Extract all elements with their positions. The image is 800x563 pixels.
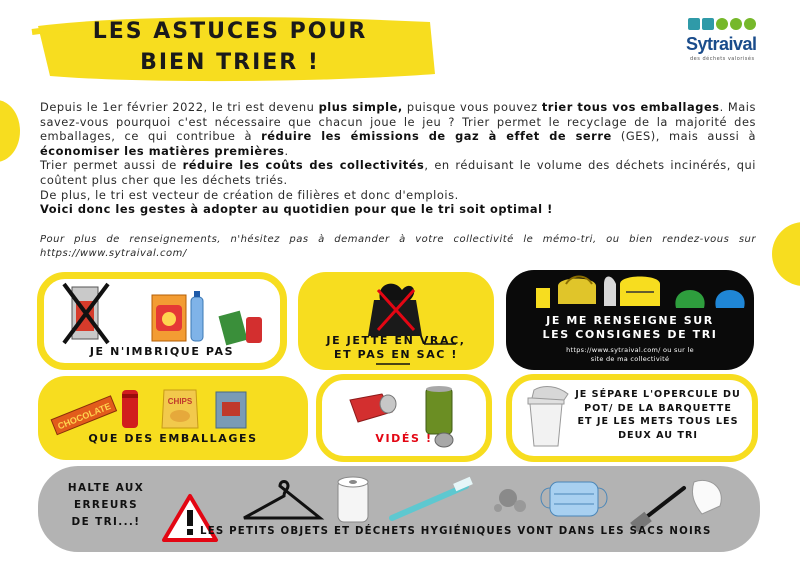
title-line-2: BIEN TRIER !	[140, 50, 320, 75]
tip-loose-card	[298, 272, 494, 370]
more-info-text: Pour plus de renseignements, n'hésitez pas à demander à votre collectivité le mémo-tri, ou bien rendez-vous sur https://www.sytraival.com/	[40, 234, 756, 259]
tip-lid-line-2: POT/ DE LA BARQUETTE	[584, 402, 732, 414]
logo-tagline: des déchets valorisés	[690, 56, 755, 62]
tissue-icon	[692, 480, 721, 514]
tip-packaging-card	[38, 376, 308, 460]
tip-errors-line-3: DE TRI...!	[71, 516, 141, 528]
tip-info-line-1: JE ME RENSEIGNE SUR	[546, 314, 714, 327]
tip-info-small-line-1: https://www.sytraival.com/ ou sur le	[566, 346, 694, 354]
tip-loose-line-2: ET PAS EN SAC !	[333, 348, 459, 361]
intro-bold-segment: réduire les coûts des collectivités	[182, 158, 425, 173]
small-objects-icons	[154, 466, 754, 552]
logo-square-4	[730, 18, 742, 30]
intro-paragraph-1	[40, 100, 756, 158]
intro-text-segment: puisque vous pouvez	[402, 100, 542, 114]
logo-square-2	[702, 18, 714, 30]
intro-bold-segment: réduire les émissions de gaz à effet de serre	[261, 129, 612, 144]
tip-loose-label	[298, 334, 494, 362]
logo-square-5	[744, 18, 756, 30]
sytraival-logo	[686, 18, 766, 68]
intro-text-segment: Trier permet aussi de	[40, 158, 183, 173]
tip-info-small-line-2: site de ma collectivité	[590, 355, 670, 363]
tip-info-label	[506, 314, 754, 342]
packaging-items-icon	[38, 376, 308, 436]
intro-text-segment: Depuis le 1er février 2022, le tri est devenu	[40, 100, 319, 114]
sorting-bins-icon	[506, 274, 754, 318]
intro-bold-segment: économiser les matières premières	[40, 143, 285, 158]
intro-text-segment: .	[284, 143, 289, 158]
dust-icon	[494, 489, 526, 512]
intro-bold-segment: trier tous vos emballages	[541, 100, 720, 114]
tip-empty-card	[316, 374, 492, 462]
intro-paragraph-4	[40, 202, 756, 217]
tip-info-small	[506, 346, 754, 364]
yogurt-pot-icon	[518, 380, 578, 456]
page-title	[60, 16, 400, 78]
chips-bag-text: CHIPS	[167, 397, 193, 406]
intro-paragraph-2	[40, 158, 756, 187]
logo-square-1	[688, 18, 700, 30]
toothbrush-icon	[392, 477, 473, 518]
tip-nesting-label: JE N'IMBRIQUE PAS	[89, 345, 235, 358]
tip-loose-line-1: JE JETTE EN VRAC,	[326, 334, 466, 347]
chocolate-wrapper-text: CHOCOLATE	[56, 400, 113, 432]
toilet-paper-icon	[338, 477, 368, 522]
tip-info-line-2: LES CONSIGNES DE TRI	[542, 328, 718, 341]
tip-errors-card	[38, 466, 760, 552]
tip-lid-line-3: ET JE LES METS TOUS LES	[577, 416, 739, 427]
face-mask-icon	[541, 482, 607, 516]
logo-name: Sytraival	[686, 34, 757, 54]
tip-lid-line-1: JE SÉPARE L'OPERCULE DU	[575, 389, 741, 400]
tip-empty-label	[364, 432, 444, 445]
intro-text-segment: , en réduisant le volume des déchets incinérés, qui coûtent plus cher que les déchets triés.	[40, 158, 756, 187]
decorative-circle-left	[0, 100, 20, 162]
logo-square-3	[716, 18, 728, 30]
tip-lid-card	[506, 374, 758, 462]
intro-text-segment: (GES), mais aussi à	[611, 129, 756, 144]
intro-bold-segment: Voici donc les gestes à adopter au quotidien pour que le tri soit optimal !	[40, 202, 553, 217]
intro-paragraph-3: De plus, le tri est vecteur de création de filières et donc d'emplois.	[40, 187, 459, 202]
tip-errors-label: LES PETITS OBJETS ET DÉCHETS HYGIÉNIQUES VONT DANS LES SACS NOIRS	[200, 526, 712, 537]
intro-bold-segment: plus simple,	[318, 100, 403, 114]
tip-nesting-card	[37, 272, 287, 370]
tip-lid-label	[570, 388, 746, 442]
tip-packaging-label: QUE DES EMBALLAGES	[88, 432, 258, 445]
title-line-1: LES ASTUCES POUR	[92, 19, 368, 44]
tip-info-card	[506, 270, 754, 370]
tip-lid-line-4: DEUX AU TRI	[618, 429, 698, 441]
tip-errors-line-2: ERREURS	[74, 499, 138, 511]
intro-text	[40, 100, 756, 217]
hanger-icon	[244, 482, 320, 519]
tip-errors-heading	[58, 480, 154, 531]
decorative-circle-right	[772, 222, 800, 286]
tip-empty-word: VIDÉS !	[375, 432, 433, 445]
intro-text-segment: . Mais savez-vous pourquoi c'est nécessaire que chacun joue le jeu ? Trier permet le recyclage de la majorité des emballages, ce qui contribue à	[40, 100, 757, 144]
tip-errors-line-1: HALTE AUX	[67, 482, 145, 494]
